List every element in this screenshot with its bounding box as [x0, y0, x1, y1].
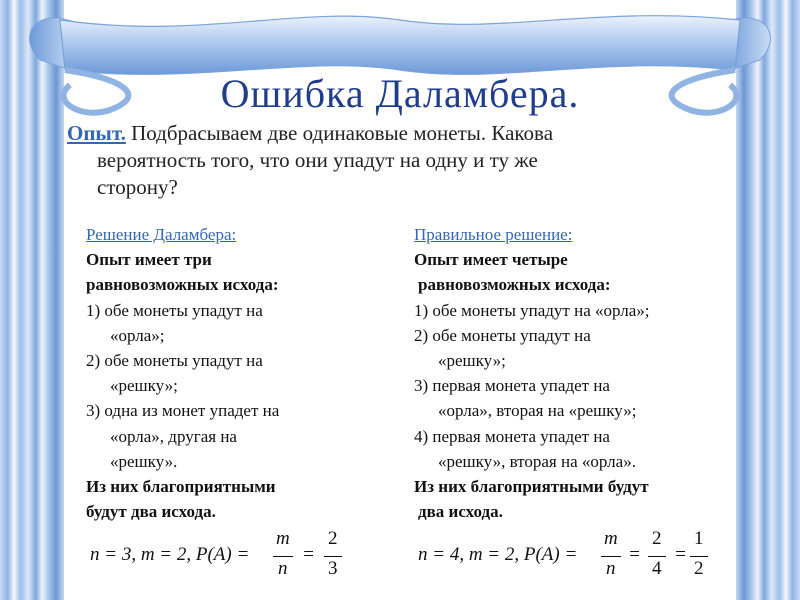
right-item-1a: 1) обе монеты упадут на «орла»;	[414, 300, 650, 320]
left-conclusion-1: Из них благоприятными	[86, 477, 276, 497]
right-item-4b: «решку», вторая на «орла».	[438, 451, 636, 471]
intro-line-3: сторону?	[97, 175, 178, 199]
intro-text	[67, 120, 717, 201]
intro-line-2: вероятность того, что они упадут на одну и ту же	[97, 148, 538, 172]
right-item-2a: 2) обе монеты упадут на	[414, 325, 591, 345]
right-item-2b: «решку»;	[438, 351, 506, 371]
left-item-2a: 2) обе монеты упадут на	[86, 351, 263, 371]
left-heading: Решение Даламбера:	[86, 225, 237, 244]
right-fraction-2-numerator: 2	[652, 528, 662, 549]
left-fraction-2-numerator: 2	[328, 528, 338, 549]
left-item-2b: «решку»;	[110, 376, 178, 396]
left-formula-equals: =	[302, 544, 315, 565]
left-item-1b: «орла»;	[110, 325, 165, 345]
right-item-4a: 4) первая монета упадет на	[414, 426, 610, 446]
left-line-1: Опыт имеет три	[86, 250, 212, 270]
left-conclusion-2: будут два исхода.	[86, 502, 216, 522]
right-conclusion-1: Из них благоприятными будут	[414, 477, 649, 497]
right-heading: Правильное решение:	[414, 225, 573, 244]
left-fraction-2-denominator: 3	[328, 558, 338, 579]
right-fraction-1-denominator: n	[606, 558, 616, 579]
left-formula-lhs: n = 3, m = 2, P(A) =	[90, 544, 250, 565]
right-conclusion-2: два исхода.	[418, 502, 503, 522]
right-fraction-2-denominator: 4	[652, 558, 662, 579]
left-item-3c: «решку».	[110, 451, 178, 471]
right-fraction-3-bar	[690, 556, 708, 557]
right-item-3a: 3) первая монета упадет на	[414, 376, 610, 396]
right-fraction-2-bar	[648, 556, 666, 557]
dalembert-solution	[86, 222, 356, 524]
left-formula	[90, 528, 360, 588]
right-fraction-1-bar	[601, 556, 621, 557]
left-item-1a: 1) обе монеты упадут на	[86, 300, 263, 320]
experiment-label: Опыт.	[67, 121, 126, 145]
left-fraction-1-numerator: m	[276, 528, 290, 549]
left-fraction-1-denominator: n	[278, 558, 288, 579]
right-item-3b: «орла», вторая на «решку»;	[438, 401, 637, 421]
right-formula-equals-2: =	[674, 544, 687, 565]
intro-line-1: Подбрасываем две одинаковые монеты. Какова	[125, 121, 554, 145]
right-formula-lhs: n = 4, m = 2, P(A) =	[418, 544, 578, 565]
right-fraction-1-numerator: m	[604, 528, 618, 549]
left-fraction-2-bar	[324, 556, 342, 557]
right-fraction-3-denominator: 2	[694, 558, 704, 579]
correct-solution	[414, 222, 734, 524]
left-item-3b: «орла», другая на	[110, 426, 237, 446]
right-line-2: равновозможных исхода:	[418, 275, 611, 295]
page-title: Ошибка Даламбера.	[220, 71, 580, 116]
left-line-2: равновозможных исхода:	[86, 275, 279, 295]
right-formula	[418, 528, 718, 588]
left-fraction-1-bar	[273, 556, 293, 557]
left-item-3a: 3) одна из монет упадет на	[86, 401, 280, 421]
right-line-1: Опыт имеет четыре	[414, 250, 568, 270]
right-formula-equals-1: =	[628, 544, 641, 565]
right-fraction-3-numerator: 1	[694, 528, 704, 549]
